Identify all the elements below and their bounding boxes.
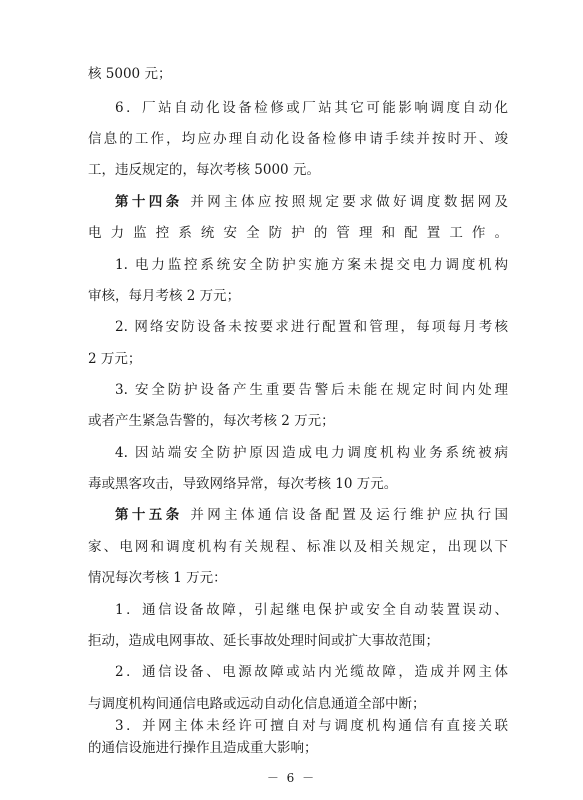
text-line: 的通信设施进行操作且造成重大影响； [88, 740, 318, 756]
text-line: 家、电网和调度机构有关规程、标准以及相关规定，出现以下 [88, 539, 508, 555]
article-number: 第十五条 [115, 507, 183, 523]
article-text: 并网主体通信设备配置及运行维护应执行国 [190, 507, 508, 523]
text-line: 1. 电力监控系统安全防护实施方案未提交电力调度机构 [115, 257, 508, 273]
text-line: 工，违反规定的，每次考核 5000 元。 [88, 162, 320, 178]
page-number: － 6 － [266, 771, 317, 785]
text-line: 情况每次考核 1 万元： [88, 570, 227, 586]
text-line: 3. 安全防护设备产生重要告警后未能在规定时间内处理 [115, 382, 508, 398]
text-line: 2．通信设备、电源故障或站内光缆故障，造成并网主体 [115, 664, 508, 680]
text-line: 毒或黑客攻击，导致网络异常，每次考核 10 万元。 [88, 476, 398, 492]
text-line: 与调度机构间通信电路或远动自动化信息通道全部中断； [88, 696, 426, 712]
text-line: 审核，每月考核 2 万元； [88, 288, 241, 304]
article-number: 第十四条 [115, 194, 183, 210]
article-text: 并网主体应按照规定要求做好调度数据网及 [190, 194, 508, 210]
text-line: 2 万元； [88, 351, 142, 367]
text-line: 2. 网络安防设备未按要求进行配置和管理，每项每月考核 [115, 319, 508, 335]
article-14-heading [115, 192, 508, 212]
text-line: 6．厂站自动化设备检修或厂站其它可能影响调度自动化 [115, 100, 508, 116]
text-line: 1．通信设备故障，引起继电保护或安全自动装置误动、 [115, 602, 508, 618]
text-line: 电力监控系统安全防护的管理和配置工作。 [88, 225, 508, 241]
text-line: 核 5000 元； [88, 66, 172, 82]
text-line: 信息的工作，均应办理自动化设备检修申请手续并按时开、竣 [88, 131, 508, 147]
text-line: 3．并网主体未经许可擅自对与调度机构通信有直接关联 [115, 718, 508, 734]
text-line: 或者产生紧急告警的，每次考核 2 万元； [88, 413, 335, 429]
text-line: 拒动，造成电网事故、延长事故处理时间或扩大事故范围； [88, 633, 439, 649]
text-line: 4. 因站端安全防护原因造成电力调度机构业务系统被病 [115, 445, 508, 461]
article-15-heading [115, 505, 508, 525]
